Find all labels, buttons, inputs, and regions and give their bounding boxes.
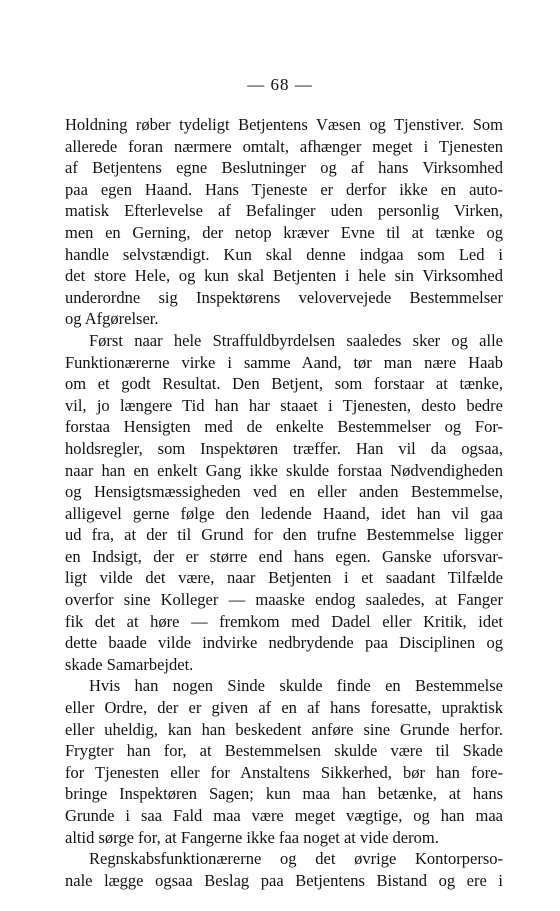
text-line: fik det at høre — fremkom med Dadel eller Kritik, idet — [65, 611, 503, 631]
text-line: paa egen Haand. Hans Tjeneste er derfor ikke en auto- — [65, 179, 503, 199]
text-line: Holdning røber tydeligt Betjentens Væsen og Tjenstiver. Som — [65, 115, 503, 134]
text-line: Hvis han nogen Sinde skulde finde en Bestemmelse — [89, 676, 503, 696]
text-line: Frygter han for, at Bestemmelsen skulde være til Skade — [65, 741, 503, 761]
text-line: Funktionærerne virke i samme Aand, tør man nære Haab — [65, 352, 503, 372]
text-line: eller Ordre, der er given af en af hans foresatte, upraktisk — [65, 698, 503, 718]
text-line: naar han en enkelt Gang ikke skulde forstaa Nødvendigheden — [65, 460, 503, 480]
text-line: skade Samarbejdet. — [65, 654, 194, 674]
text-line: overfor sine Kolleger — maaske endog saaledes, at Fanger — [65, 590, 503, 610]
body-text — [65, 114, 503, 891]
text-line: eller uheldig, kan han beskedent anføre sine Grunde herfor. — [65, 719, 503, 739]
text-line: men en Gerning, der netop kræver Evne til at tænke og — [65, 222, 503, 242]
text-line: vil, jo længere Tid han har staaet i Tjenesten, desto bedre — [65, 395, 503, 415]
text-line: Grunde i saa Fald maa være meget vægtige, og han maa — [65, 806, 503, 825]
text-line: Regnskabsfunktionærerne og det øvrige Kontorperso- — [89, 849, 503, 869]
text-line: underordne sig Inspektørens velovervejede Bestemmelser — [65, 287, 503, 307]
text-line: forstaa Hensigten med de enkelte Bestemmelser og For- — [65, 417, 503, 437]
text-line: ligt vilde det være, naar Betjenten i et saadant Tilfælde — [65, 568, 503, 588]
text-line: dette baade vilde indvirke nedbrydende paa Disciplinen og — [65, 633, 503, 653]
text-line: og Hensigtsmæssigheden ved en eller anden Bestemmelse, — [65, 482, 503, 502]
text-line: altid sørge for, at Fangerne ikke faa noget at vide derom. — [65, 827, 439, 847]
text-line: matisk Efterlevelse af Befalinger uden personlig Virken, — [65, 201, 503, 221]
text-line: bringe Inspektøren Sagen; kun maa han betænke, at hans — [65, 784, 503, 804]
page-number: — 68 — — [247, 75, 313, 94]
text-line: en Indsigt, der er større end hans egen. Ganske uforsvar- — [65, 546, 503, 566]
text-line: ud fra, at der til Grund for den trufne Bestemmelse ligger — [65, 525, 503, 545]
text-line: for Tjenesten eller for Anstaltens Sikkerhed, bør han fore- — [65, 762, 503, 782]
text-line: og Afgørelser. — [65, 309, 159, 329]
text-line: allerede foran nærmere omtalt, afhænger meget i Tjenesten — [65, 136, 503, 156]
text-line: nale lægge ogsaa Beslag paa Betjentens Bistand og ere i — [65, 870, 503, 890]
text-line: Først naar hele Straffuldbyrdelsen saaledes sker og alle — [89, 330, 503, 350]
text-line: handle selvstændigt. Kun skal denne indgaa som Led i — [65, 244, 503, 264]
text-line: holdsregler, som Inspektøren træffer. Han vil da ogsaa, — [65, 438, 503, 458]
text-line: alligevel gerne følge den ledende Haand, idet han vil gaa — [65, 503, 503, 523]
text-line: om et godt Resultat. Den Betjent, som forstaar at tænke, — [65, 374, 503, 394]
text-line: det store Hele, og kun skal Betjenten i hele sin Virksomhed — [65, 266, 503, 286]
text-line: af Betjentens egne Beslutninger og af hans Virksomhed — [65, 158, 503, 178]
